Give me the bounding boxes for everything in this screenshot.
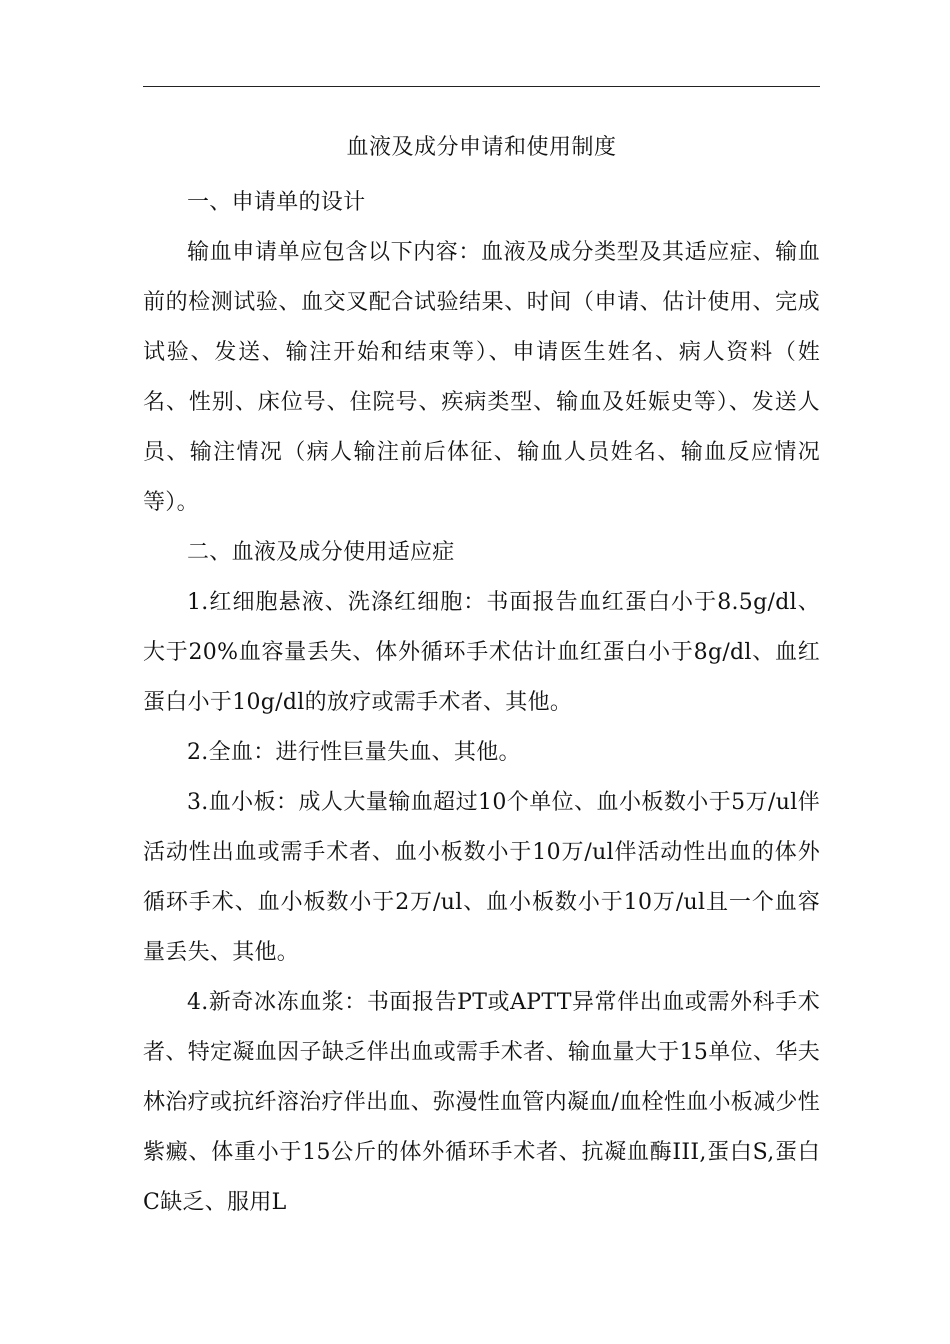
document-body <box>143 128 820 1228</box>
header-rule <box>143 86 820 87</box>
indication-item-1: 1.红细胞悬液、洗涤红细胞：书面报告血红蛋白小于8.5g/dl、大于20%血容量丢失、体外循环手术估计血红蛋白小于8g/dl、血红蛋白小于10g/dl的放疗或需手术者、其他。 <box>143 590 820 715</box>
section-2-heading: 二、血液及成分使用适应症 <box>187 540 455 565</box>
document-title: 血液及成分申请和使用制度 <box>346 135 617 160</box>
indication-item-3: 3.血小板：成人大量输血超过10个单位、血小板数小于5万/ul伴活动性出血或需手术者、血小板数小于10万/ul伴活动性出血的体外循环手术、血小板数小于2万/ul、血小板数小于10万/ul且一个血容量丢失、其他。 <box>143 790 820 965</box>
indication-item-4: 4.新奇冰冻血浆：书面报告PT或APTT异常伴出血或需外科手术者、特定凝血因子缺乏伴出血或需手术者、输血量大于15单位、华夫林治疗或抗纤溶治疗伴出血、弥漫性血管内凝血/血栓性血小板减少性紫癜、体重小于15公斤的体外循环手术者、抗凝血酶III,蛋白S,蛋白C缺乏、服用L <box>143 990 820 1215</box>
section-1-paragraph: 输血申请单应包含以下内容：血液及成分类型及其适应症、输血前的检测试验、血交叉配合试验结果、时间（申请、估计使用、完成试验、发送、输注开始和结束等）、申请医生姓名、病人资料（姓名、性别、床位号、住院号、疾病类型、输血及妊娠史等）、发送人员、输注情况（病人输注前后体征、输血人员姓名、输血反应情况等）。 <box>143 240 820 515</box>
section-1-heading: 一、申请单的设计 <box>187 190 366 215</box>
indication-item-2: 2.全血：进行性巨量失血、其他。 <box>187 740 521 765</box>
